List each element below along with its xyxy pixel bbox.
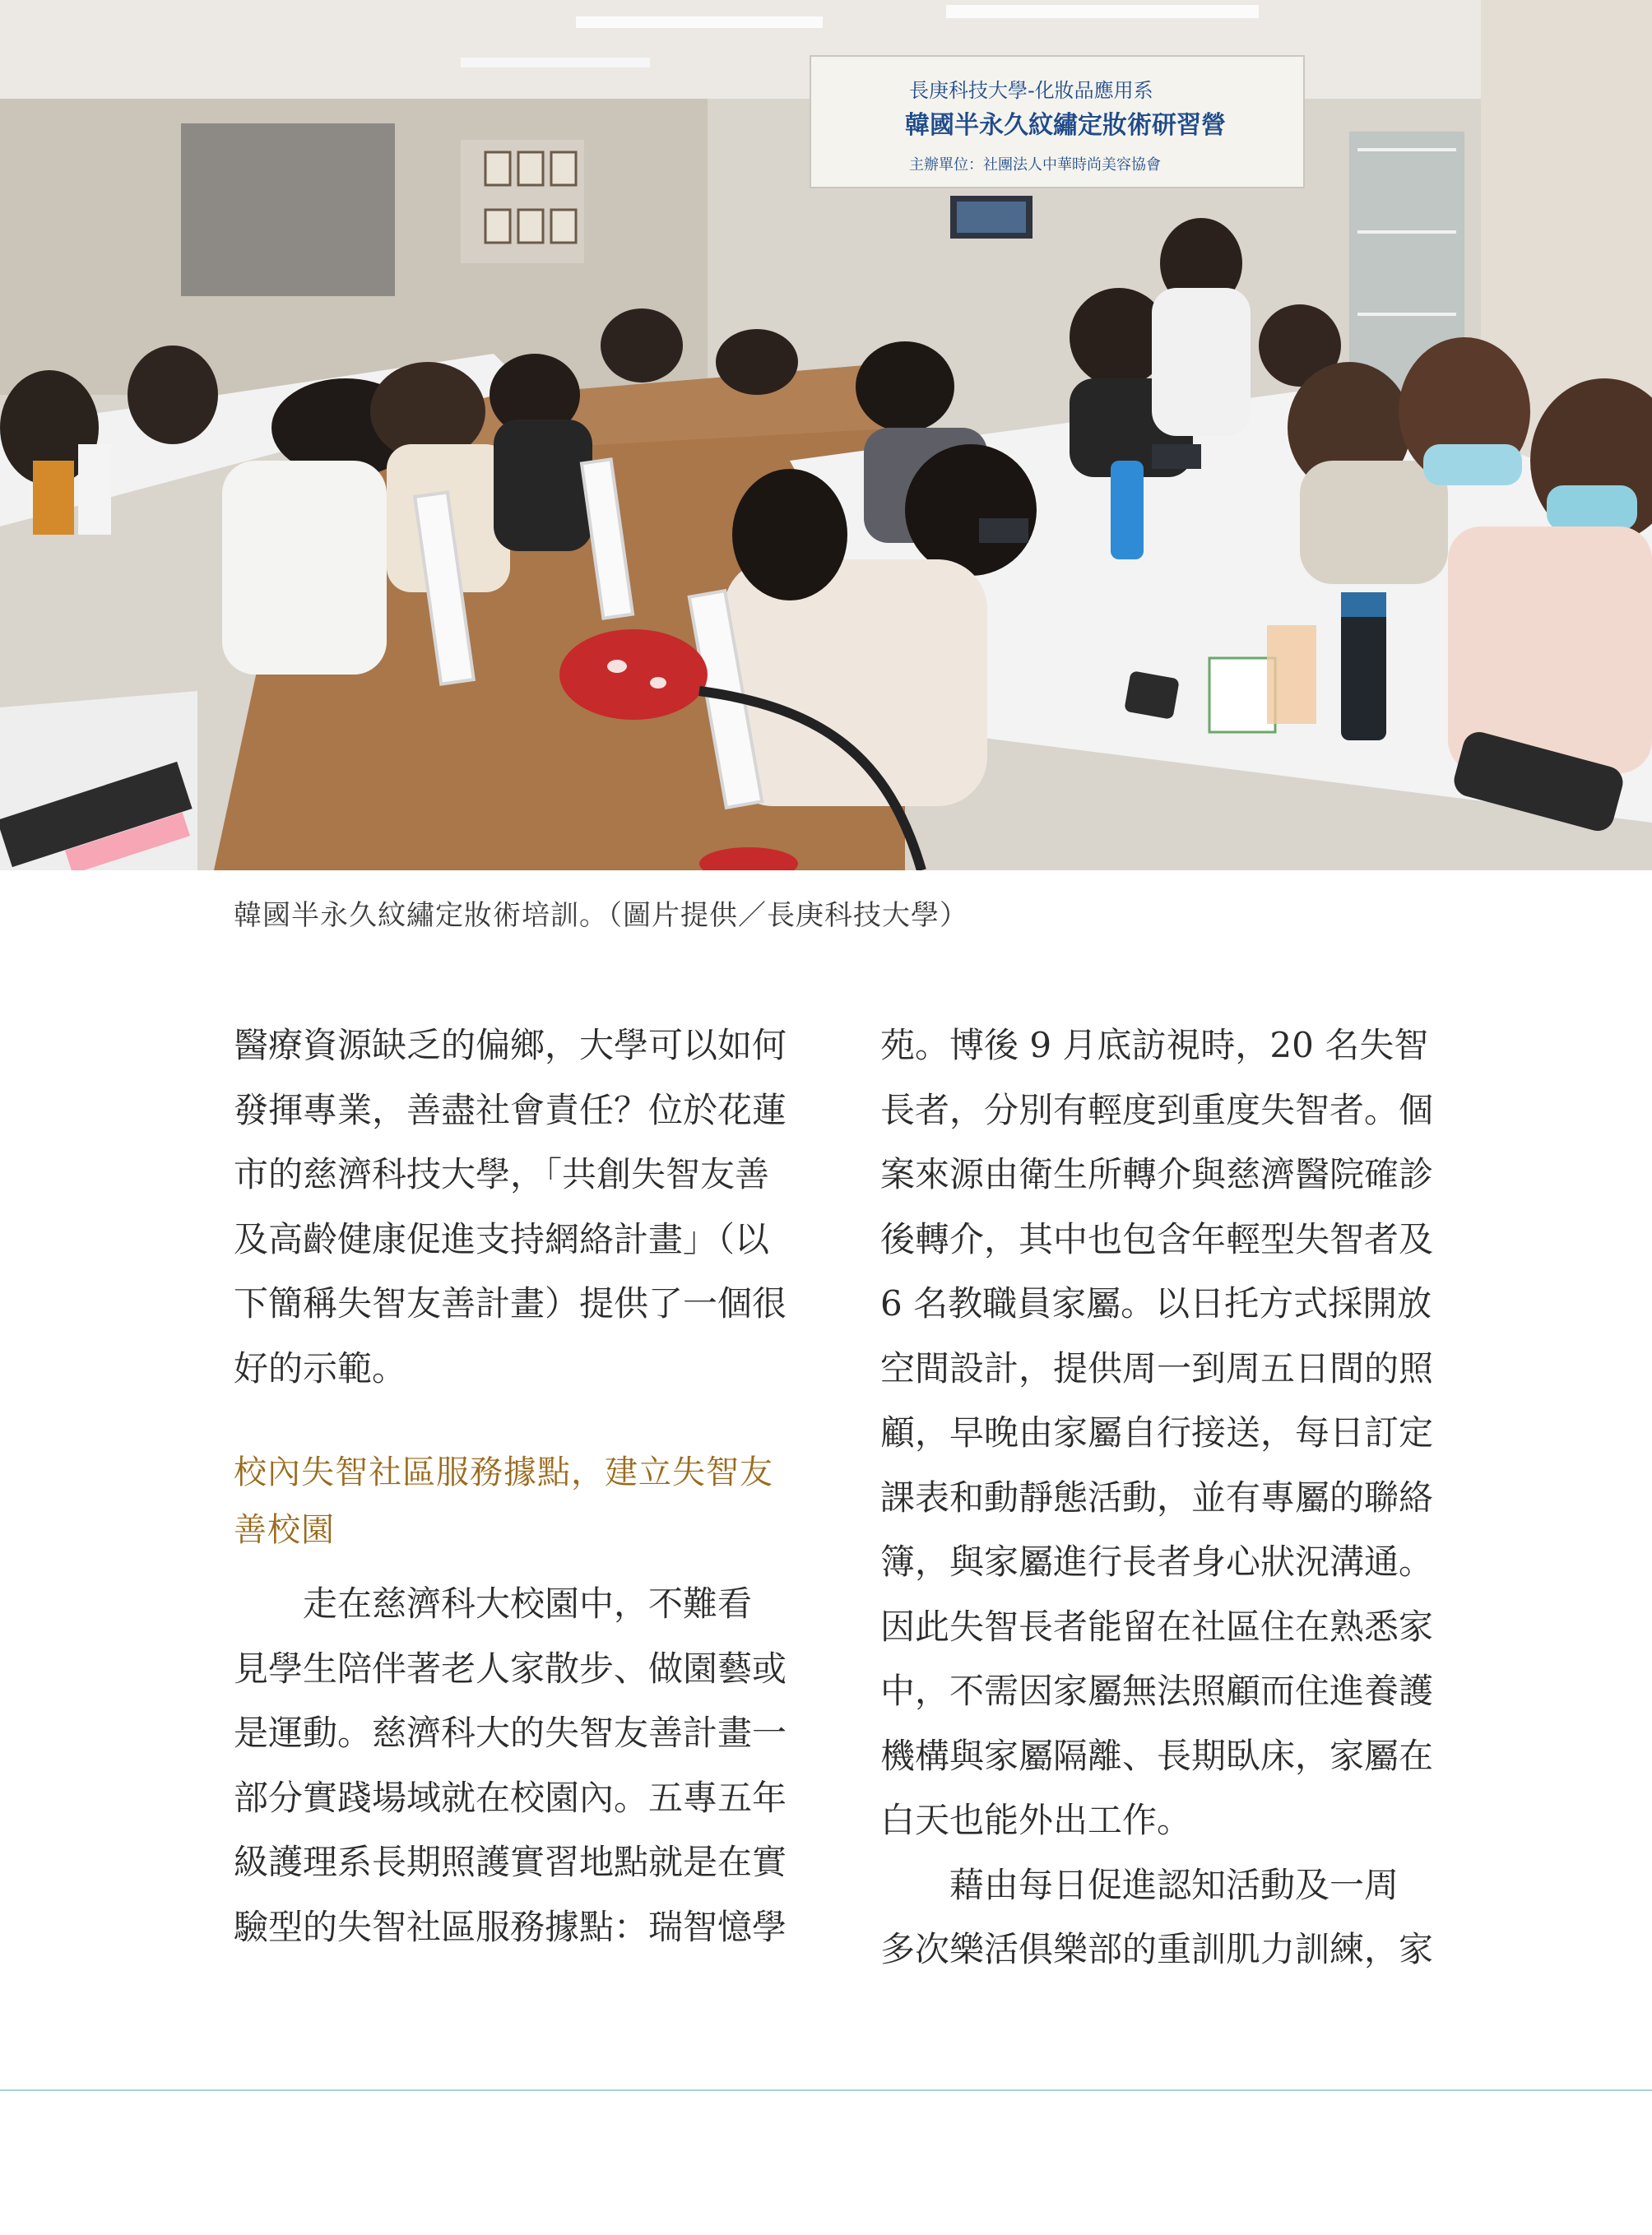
paragraph-line: 中，不需因家屬無法照顧而住進養護 [880, 1671, 1434, 1711]
left-column [234, 1013, 826, 1959]
banner-organizer: 主辦單位：社團法人中華時尚美容協會 [909, 156, 1161, 174]
paragraph-line: 醫療資源缺乏的偏鄉，大學可以如何 [234, 1025, 787, 1065]
paragraph-line: 好的示範。 [234, 1347, 407, 1389]
section-heading [234, 1444, 826, 1559]
paragraph-line: 白天也能外出工作。 [880, 1800, 1192, 1840]
paragraph-line: 多次樂活俱樂部的重訓肌力訓練，家 [880, 1929, 1434, 1969]
paragraph-line: 驗型的失智社區服務據點：瑞智憶學 [234, 1906, 787, 1947]
paragraph-line: 長者，分別有輕度到重度失智者。個 [880, 1089, 1434, 1130]
section-heading-line: 善校園 [234, 1511, 335, 1549]
paragraph-line: 級護理系長期照護實習地點就是在實 [234, 1842, 787, 1882]
paragraph-line: 苑。博後 9 月底訪視時，20 名失智 [880, 1025, 1429, 1065]
paragraph-line: 6 名教職員家屬。以日托方式採開放 [880, 1283, 1432, 1324]
classroom-photo-illustration [0, 0, 1652, 870]
paragraph-line: 顧，早晚由家屬自行接送，每日訂定 [880, 1412, 1434, 1453]
paragraph-line: 下簡稱失智友善計畫）提供了一個很 [234, 1283, 787, 1324]
paragraph-line: 案來源由衛生所轉介與慈濟醫院確診 [880, 1154, 1434, 1194]
banner-title-line1: 長庚科技大學-化妝品應用系 [909, 79, 1153, 102]
paragraph-line: 是運動。慈濟科大的失智友善計畫一 [234, 1713, 787, 1753]
paragraph-line: 市的慈濟科技大學，「共創失智友善 [234, 1154, 770, 1194]
paragraph-line: 機構與家屬隔離、長期臥床，家屬在 [880, 1735, 1434, 1776]
section-heading-line: 校內失智社區服務據點，建立失智友 [234, 1454, 773, 1491]
paragraph-line: 課表和動靜態活動，並有專屬的聯絡 [880, 1477, 1434, 1518]
paragraph-line: 空間設計，提供周一到周五日間的照 [880, 1347, 1434, 1389]
paragraph-line: 及高齡健康促進支持網絡計畫」（以 [234, 1218, 770, 1259]
paragraph-line: 走在慈濟科大校園中，不難看 [303, 1584, 753, 1624]
banner-title-line2: 韓國半永久紋繡定妝術研習營 [905, 111, 1226, 140]
paragraph-line: 因此失智長者能留在社區住在熟悉家 [880, 1606, 1434, 1647]
right-column [880, 1013, 1473, 1982]
paragraph-line: 見學生陪伴著老人家散步、做園藝或 [234, 1648, 787, 1689]
paragraph-line: 後轉介，其中也包含年輕型失智者及 [880, 1218, 1434, 1259]
paragraph-line: 簿，與家屬進行長者身心狀況溝通。 [880, 1542, 1434, 1582]
paragraph-line: 藉由每日促進認知活動及一周 [949, 1864, 1399, 1905]
paragraph-line: 發揮專業，善盡社會責任？位於花蓮 [234, 1089, 787, 1130]
photo-caption: 韓國半永久紋繡定妝術培訓。（圖片提供／長庚科技大學） [234, 899, 968, 932]
paragraph-line: 部分實踐場域就在校園內。五專五年 [234, 1777, 787, 1818]
classroom-photo [0, 0, 1652, 870]
footer-divider [0, 2089, 1652, 2091]
